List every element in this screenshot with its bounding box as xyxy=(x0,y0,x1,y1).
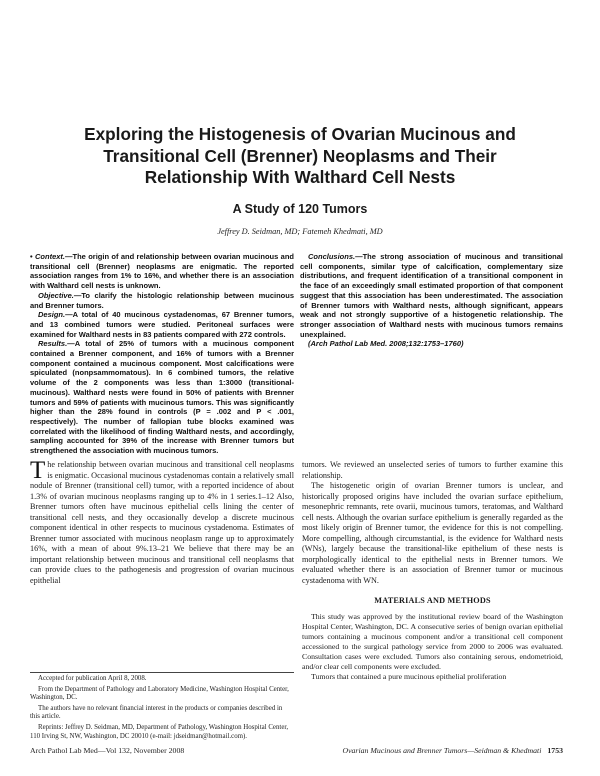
title-line-3: Relationship With Walthard Cell Nests xyxy=(144,167,456,187)
intro-text: he relationship between ovarian mucinous and transitional cell neoplasms is enigmatic. Occasional mucinous cystadenomas contain a relatively small nodule of Brenner (transitional cell) tumor, with a reported incidence of about 1.3% of ovarian mucinous neoplasms ranging up to 4% in 1 series.1–12 Also, Brenner tumors often have mucinous epithelial cells lining the center of transitional cell nests, and they occasionally develop a discrete mucinous component identical in other respects to mucinous cystadenoma. Estimates of Brenner tumor associated with mucinous neoplasm range up to approximately 16%, with a mean of about 9%.13–21 We believe that there may be an important relationship between mucinous and transitional cell neoplasms that can provide clues to the pathogenesis and progression of ovarian mucinous epithelial xyxy=(30,460,294,585)
abstract-results xyxy=(30,339,294,455)
methods-heading: MATERIALS AND METHODS xyxy=(374,596,491,605)
body-right-column xyxy=(302,460,563,682)
footnote-reprints: Reprints: Jeffrey D. Seidman, MD, Department of Pathology, Washington Hospital Center, 110 Irving St, NW, Washington, DC 20010 (e-mail: jdseidman@hotmail.com). xyxy=(30,723,289,740)
results-text: A total of 25% of tumors with a mucinous component contained a Brenner component, and 16% of tumors with a Brenner component contained a mucinous component. Most calcifications were spiculated (nonpsammomatous). In 6 combined tumors, the relative volume of the 2 components was less than 1:3000 (transitional-mucinous). Walthard nests were found in 50% of patients with Brenner tumors and 59% of patients with mucinous tumors. This was significantly higher than the 28% found in controls (P = .002 and P < .001, respectively). The number of fallopian tube blocks examined was correlated with the likelihood of finding Walthard nests, and accordingly, sampling accounted for 39% of the increase with Brenner tumors but strengthened the association with mucinous tumors. xyxy=(30,339,294,456)
context-heading: Context.— xyxy=(35,252,73,261)
article-subtitle: A Study of 120 Tumors xyxy=(232,202,368,216)
page-number: 1753 xyxy=(547,746,563,755)
abstract-left-column xyxy=(30,252,294,456)
drop-cap: T xyxy=(30,457,46,484)
body-left-column xyxy=(30,457,294,586)
conclusions-heading: Conclusions.— xyxy=(308,252,363,261)
intro-paragraph xyxy=(30,457,294,586)
footnote-affiliation: From the Department of Pathology and Laboratory Medicine, Washington Hospital Center, Washington, DC. xyxy=(30,685,289,702)
methods-paragraph-1: This study was approved by the institutional review board of the Washington Hospital Center, Washington, DC. A consecutive series of benign ovarian epithelial tumors containing a mucinous component and/or a transitional cell component accessioned to the surgical pathology service from 2000 to 2006 was evaluated. Consultation cases were excluded. Tumors also containing serous, endometrioid, and/or clear cell components were excluded. xyxy=(302,611,563,671)
journal-footer: Arch Pathol Lab Med—Vol 132, November 2008 xyxy=(30,746,185,755)
histogenesis-paragraph: The histogenetic origin of ovarian Brenner tumors is unclear, and historically proposed origins have included the ovarian surface epithelium, mesonephric remnants, rete ovarii, mucinous tumors, teratomas, and Walthard cell nests. Although the ovarian surface epithelium is generally regarded as the most likely origin of Brenner tumor, the evidence for this is not compelling. More compelling, although circumstantial, is the evidence for Walthard nests (WNs), largely because the transitional-like epithelium of these nests is morphologically identical to the epithelial nests in Brenner tumors. We evaluated whether there is an association of Brenner tumor or mucinous cystadenoma with WN. xyxy=(302,481,563,585)
footnote-disclosure: The authors have no relevant financial interest in the products or companies described in this article. xyxy=(30,704,283,721)
citation-text: (Arch Pathol Lab Med. 2008;132:1753–1760) xyxy=(308,339,464,349)
title-line-1: Exploring the Histogenesis of Ovarian Mucinous and xyxy=(84,124,516,144)
footnotes xyxy=(30,672,294,743)
abstract-objective xyxy=(30,291,294,310)
intro-continuation: tumors. We reviewed an unselected series of tumors to further examine this relationship. xyxy=(302,460,563,480)
running-footer xyxy=(302,746,563,755)
running-title: Ovarian Mucinous and Brenner Tumors—Seidman & Khedmati xyxy=(342,746,542,755)
abstract-citation xyxy=(300,339,563,349)
context-text: The origin of and relationship between ovarian mucinous and transitional cell (Brenner) neoplasms are enigmatic. The reported association ranges from 1% to 16%, and whether there is an association with Walthard cell nests is unknown. xyxy=(30,252,294,291)
objective-text: To clarify the histologic relationship between mucinous and Brenner tumors. xyxy=(30,290,294,310)
abstract-conclusions xyxy=(300,252,563,339)
title-line-2: Transitional Cell (Brenner) Neoplasms and Their xyxy=(103,145,497,166)
objective-heading: Objective.— xyxy=(38,290,82,300)
design-text: A total of 40 mucinous cystadenomas, 67 Brenner tumors, and 13 combined tumors were studied. Peritoneal surfaces were examined for Walthard nests in 83 patients compared with 272 controls. xyxy=(30,310,294,339)
design-heading: Design.— xyxy=(38,310,73,320)
conclusions-text: The strong association of mucinous and transitional cell components, similar type of calcification, complementary size distributions, and frequent identification of a transitional component in the face of an exceedingly small estimated proportion of that component suggest that this association has been underestimated. The association of Brenner tumors with Walthard nests, although significant, appears weak and not strongly supportive of a histogenetic relationship. The stronger association of Walthard nests with mucinous tumors remains unexplained. xyxy=(300,252,563,339)
author-list: Jeffrey D. Seidman, MD; Fatemeh Khedmati, MD xyxy=(217,227,383,236)
abstract-design xyxy=(30,310,294,339)
footnote-accepted: Accepted for publication April 8, 2008. xyxy=(38,675,147,682)
methods-paragraph-2: Tumors that contained a pure mucinous epithelial proliferation xyxy=(311,671,507,681)
methods-section xyxy=(302,612,563,682)
results-heading: Results.— xyxy=(38,339,75,349)
abstract-right-column xyxy=(300,252,563,349)
article-title xyxy=(40,124,560,189)
abstract-context: • Context.—The origin of and relationship between ovarian mucinous and transitional cell (Brenner) neoplasms are enigmatic. The reported association ranges from 1% to 16%, and whether there is an association with Walthard cell nests is unknown. xyxy=(30,252,294,291)
